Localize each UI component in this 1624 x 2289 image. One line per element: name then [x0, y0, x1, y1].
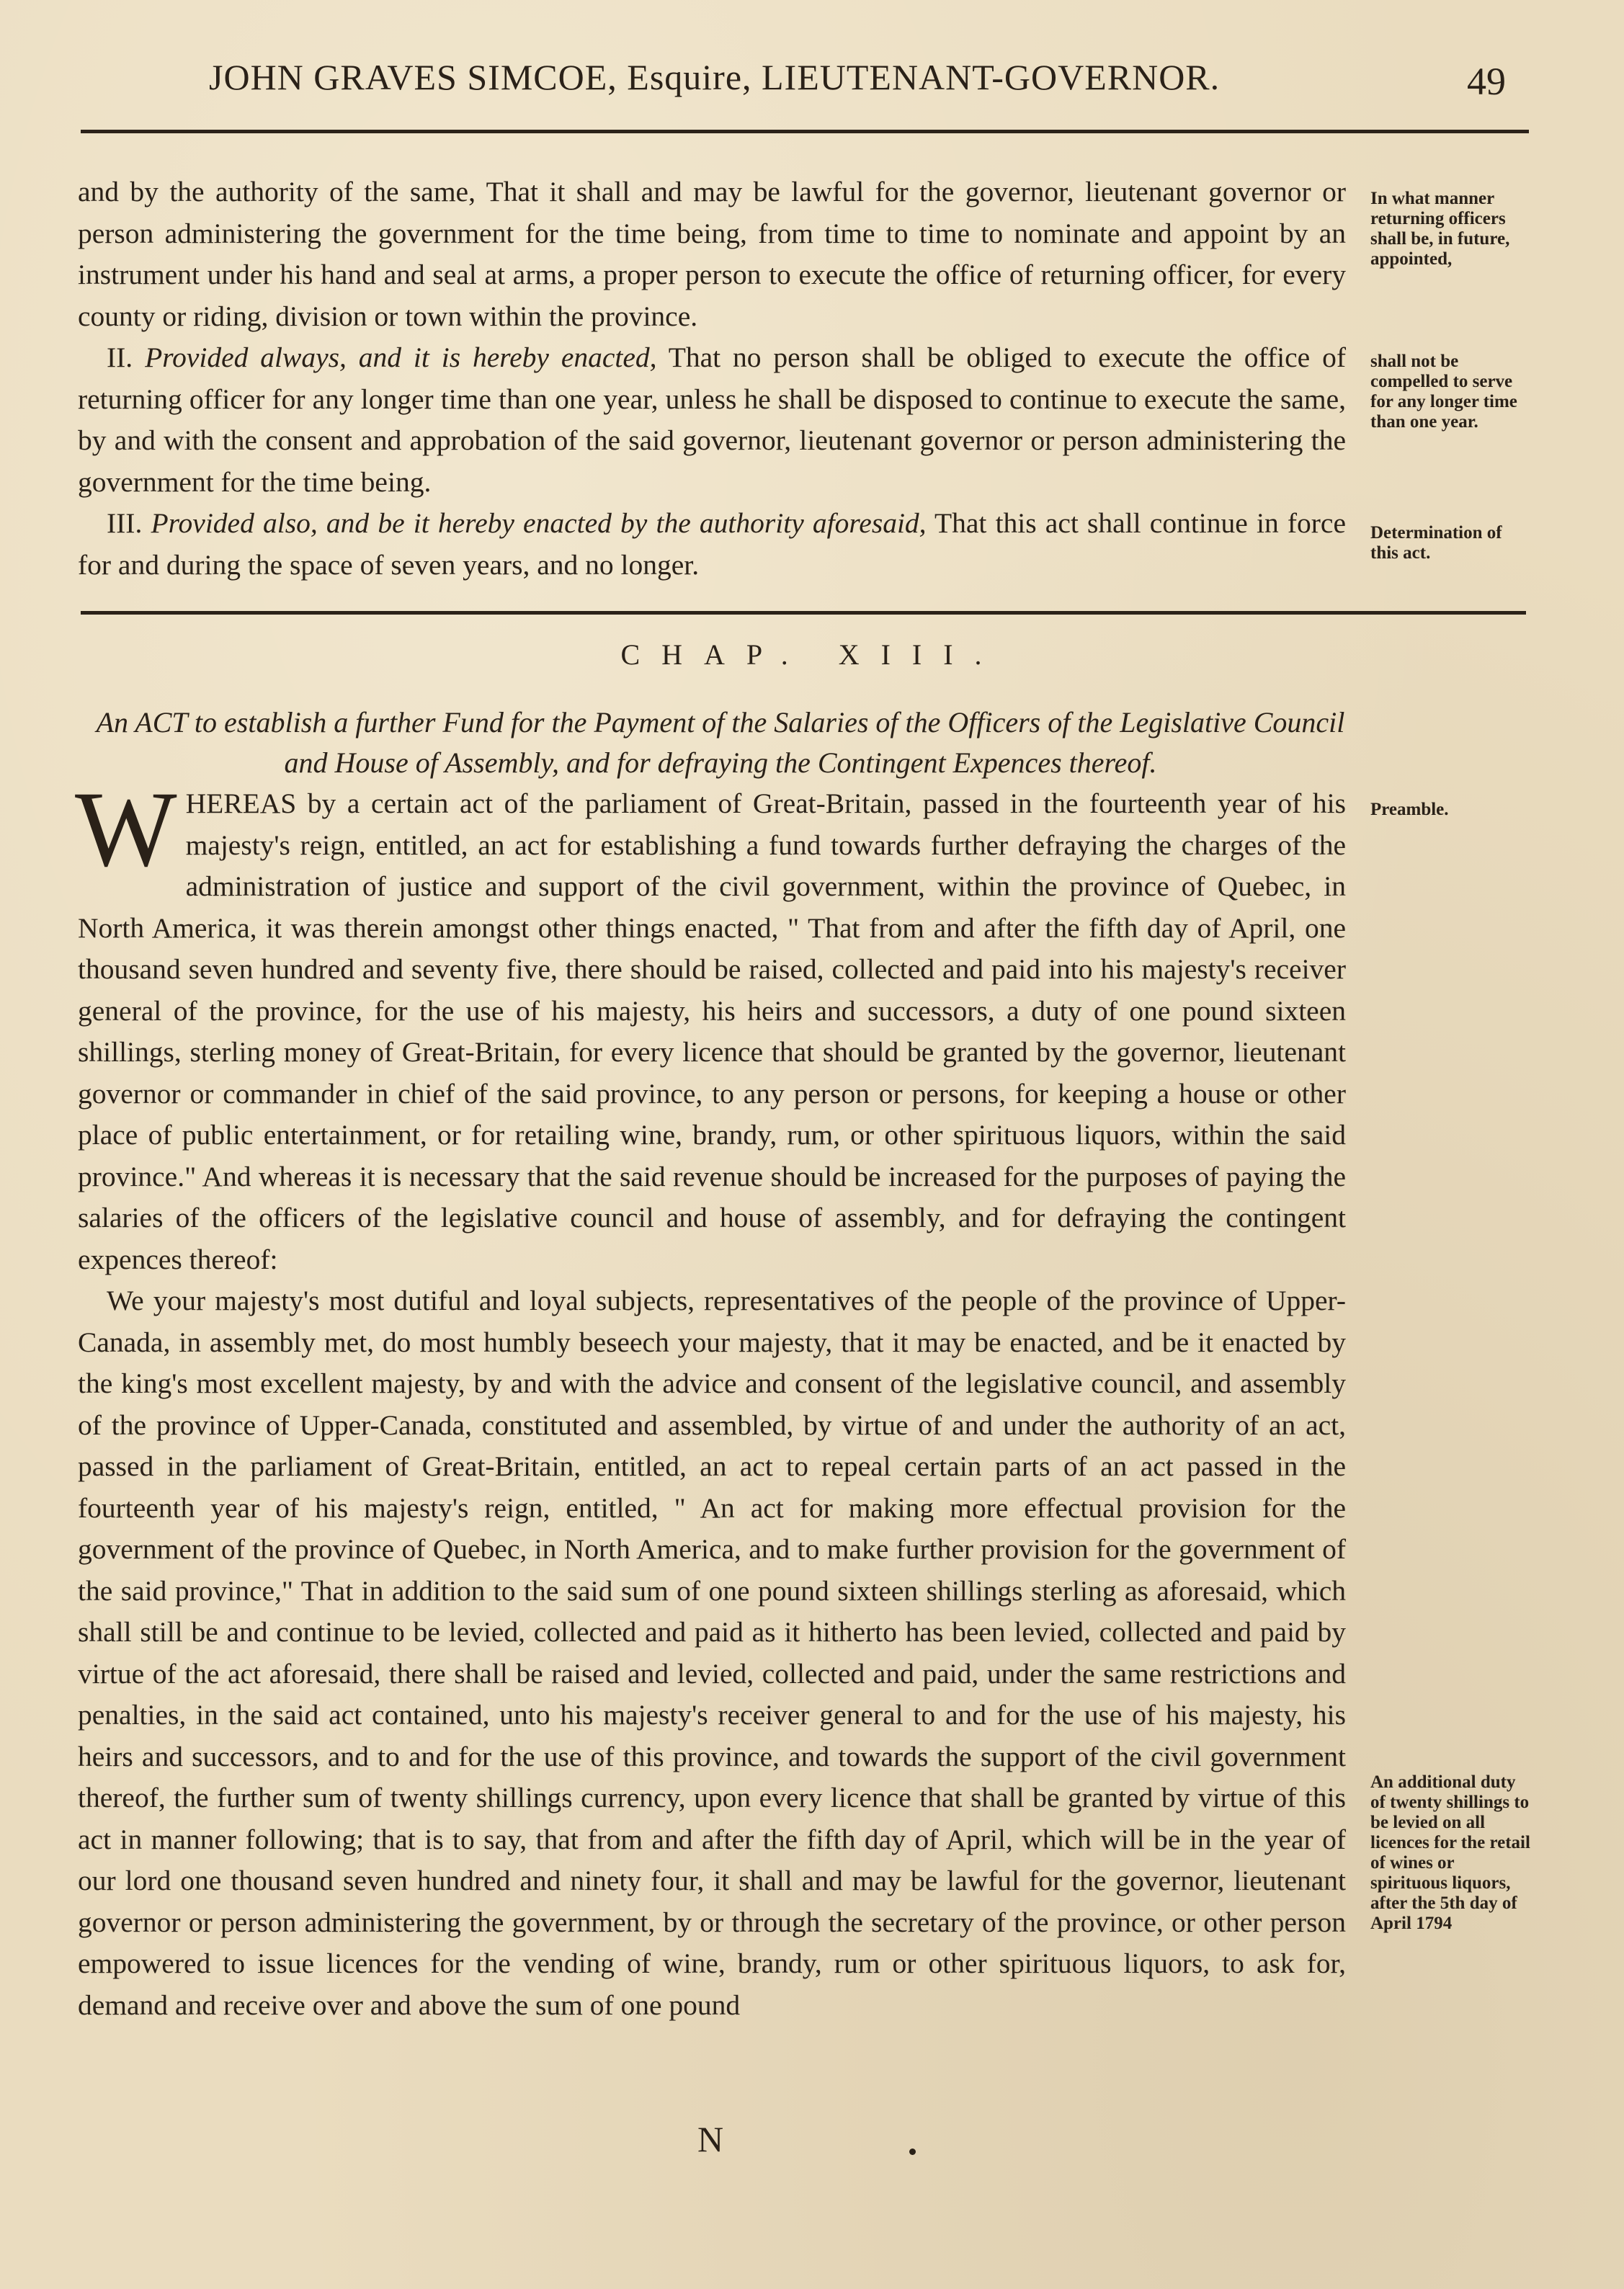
margin-note-preamble: Preamble.: [1370, 800, 1449, 819]
proviso-italic-ii: Provided always, and it is hereby enacted,: [145, 342, 657, 373]
section-two-text: That no person shall be obliged to execute the office of returning officer for any longer time than one year, unless he shall be disposed to continue to execute the same, by and with the consent and approbation of the said governor, lieutenant governor or person administering the government for the time being.: [78, 342, 1346, 498]
enacting-paragraph: We your majesty's most dutiful and loyal subjects, representatives of the people of the province of Upper-Canada, in assembly met, do most humbly beseech your majesty, that it may be enacted, and be it enacted by the king's most excellent majesty, by and with the advice and consent of the legislative council, and assembly of the province of Upper-Canada, constituted and assembled, by virtue of and under the authority of an act, passed in the parliament of Great-Britain, entitled, an act to repeal certain parts of an act passed in the fourteenth year of his majesty's reign, entitled, " An act for making more effectual provision for the government of the province of Quebec, in North America, and to make further provision for the government of the said province," That in addition to the said sum of one pound sixteen shillings sterling as aforesaid, which shall still be and continue to be levied, collected and paid as it hitherto has been levied, collected and paid by virtue of the act aforesaid, there shall be raised and levied, collected and paid, under the same restrictions and penalties, in the said act contained, unto his majesty's receiver general to and for the use of his majesty, his heirs and successors, and to and for the use of this province, and towards the support of the civil government thereof, the further sum of twenty shillings currency, upon every licence that shall be granted by virtue of this act in manner following; that is to say, that from and after the fifth day of April, which will be in the year of our lord one thousand seven hundred and ninety four, it shall and may be lawful for the governor, lieutenant governor or person administering the government, by or through the secretary of the province, or other person empowered to issue licences for the vending of wine, brandy, rum or other spirituous liquors, to ask for, demand and receive over and above the sum of one pound: [78, 1285, 1346, 2021]
page-header: [79, 56, 1535, 114]
margin-note-additional-duty: An additional duty of twenty shillings to be levied on all licences for the retail of wines or spirituous liquors, after the 5th day of April 1794: [1370, 1772, 1530, 1933]
section-one-paragraph-1: and by the authority of the same, That it shall and may be lawful for the governor, lieutenant governor or person administering the government for the time being, from time to time to nominate and appoint by an instrument under his hand and seal at arms, a proper person to execute the office of returning officer, for every county or riding, division or town within the province.: [78, 176, 1346, 332]
signature-dot: [909, 2149, 916, 2155]
dropcap-letter: W: [75, 769, 177, 889]
act-title: An ACT to establish a further Fund for the Payment of the Salaries of the Officers of the Legislative Council and House of Assembly, and for defraying the Contingent Expences thereof.: [96, 706, 1345, 779]
section-one-paragraph-2: [78, 337, 1346, 503]
chapter-heading: CHAP. XIII.: [620, 638, 1004, 671]
section-one-text: [78, 171, 1346, 586]
section-number-ii: II.: [107, 342, 133, 373]
section-three-text: That this act shall continue in force for and during the space of seven years, and no longer.: [78, 507, 1346, 581]
chapter-divider-rule: [81, 611, 1526, 615]
header-rule: [81, 130, 1529, 133]
preamble-body: HEREAS by a certain act of the parliament of Great-Britain, passed in the fourteenth year of his majesty's reign, entitled, an act for establishing a fund towards further defraying the charges of the administration of justice and support of the civil government, within the province of Quebec, in North America, it was therein amongst other things enacted, " That from and after the fifth day of April, one thousand seven hundred and seventy five, there should be raised, collected and paid into his majesty's receiver general of the province, for the use of his majesty, his heirs and successors, a duty of one pound sixteen shillings, sterling money of Great-Britain, for every licence that should be granted by the governor, lieutenant governor or commander in chief of the said province, to any person or persons, for keeping a house or other place of public entertainment, or for retailing wine, brandy, rum, or other spirituous liquors, within the said province." And whereas it is necessary that the said revenue should be increased for the purposes of paying the salaries of the officers of the legislative council and house of assembly, and for defraying the contingent expences thereof:: [78, 787, 1346, 1275]
section-one-paragraph-3: [78, 503, 1346, 586]
margin-note-term-limit: shall not be compelled to serve for any longer time than one year.: [1370, 352, 1517, 432]
preamble-paragraph: [75, 769, 1346, 1280]
section-number-iii: III.: [107, 507, 143, 539]
signature-mark: N: [697, 2119, 724, 2159]
proviso-italic-iii: Provided also, and be it hereby enacted by the authority aforesaid,: [151, 507, 927, 539]
margin-note-determination: Determination of this act.: [1370, 523, 1502, 563]
margin-note-returning-officers: In what manner returning officers shall be, in future, appointed,: [1370, 189, 1510, 269]
running-head: JOHN GRAVES SIMCOE, Esquire, LIEUTENANT-GOVERNOR.: [209, 57, 1221, 97]
preamble-text: [75, 769, 1346, 2026]
page-number: 49: [1467, 60, 1506, 103]
